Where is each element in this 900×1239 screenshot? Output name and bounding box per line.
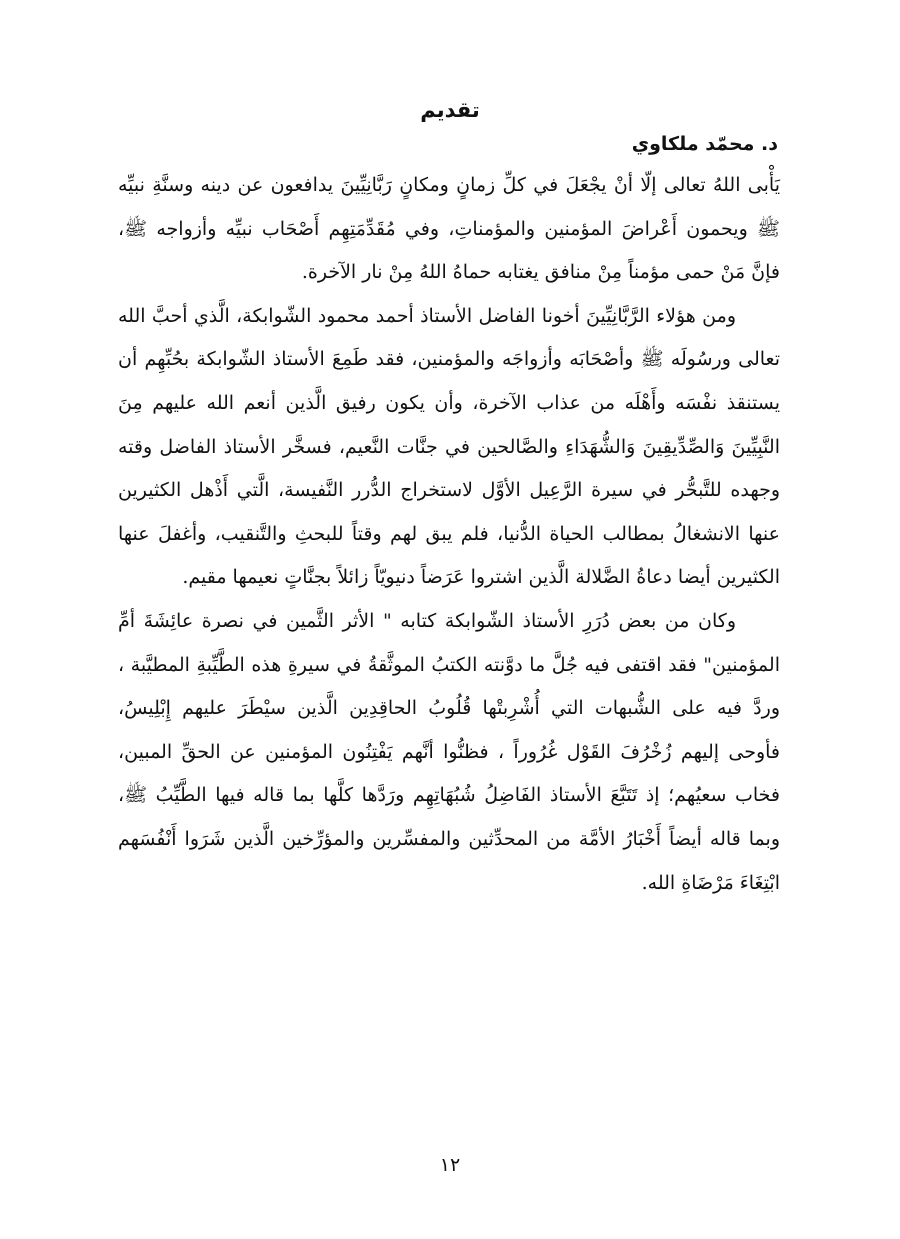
paragraph-1: يَأْبى اللهُ تعالى إلّا أنْ يجْعَلَ في كلِّ زمانٍ ومكانٍ رَبَّانِيِّينَ يدافعون عن دينه وسنَّةِ نبيِّه ﷺ ويحمون أَعْراضَ المؤمنين والمؤمناتِ، وفي مُقَدِّمَتِهِم أَصْحَاب نبيِّه وأزواجه ﷺ، فإنَّ مَنْ حمى مؤمناً مِنْ منافق يغتابه حماهُ اللهُ مِنْ نار الآخرة. bbox=[118, 174, 780, 284]
page-title: تقديم bbox=[420, 98, 480, 122]
paragraph-2: ومن هؤلاء الرَّبَّانِيِّينَ أخونا الفاضل الأستاذ أحمد محمود الشّوابكة، الَّذي أحبَّ الله تعالى ورسُولَه ﷺ وأصْحَابَه وأزواجَه والمؤمنين، فقد طَمِعَ الأستاذ الشّوابكة بحُبِّهِم أن يستنقذ نفْسَه وأَهْلَه من عذاب الآخرة، وأن يكون رفيق الَّذين أنعم الله عليهم مِنَ النَّبِيِّينَ وَالصِّدِّيقِينَ وَالشُّهَدَاءِ والصَّالحين في جنَّات النَّعيم، فسخَّر الأستاذ الفاضل وقته وجهده للتَّبحُّر في سيرة الرَّعِيل الأوَّل لاستخراج الدُّرر النَّفيسة، الَّتي أَذْهل الكثيرين عنها الانشغالُ بمطالب الحياة الدُّنيا، فلم يبق لهم وقتاً للبحثِ والتَّنقيب، وأغفلَ عنها الكثيرين أيضا دعاةُ الضَّلالة الَّذين اشتروا عَرَضاً دنيويّاً زائلاً بجنَّاتٍ نعيمها مقيم. bbox=[118, 304, 780, 589]
paragraph-3: وكان من بعض دُرَرِ الأستاذ الشّوابكة كتابه " الأثر الثَّمين في نصرة عائِشَةَ أمِّ المؤمنين" فقد اقتفى فيه جُلَّ ما دوَّنته الكتبُ الموثَّقةُ في سيرةِ هذه الطَّيِّبةِ المطيَّبة ، وردَّ فيه على الشُّبهات التي أُشْرِبتْها قُلُوبُ الحاقِدِين الَّذين سيْطَرَ عليهم إِبْلِيسُ، فأوحى إليهم زُخْرُفَ القَوْل غُرُوراً ، فظنُّوا أنَّهم يَفْتِنُون المؤمنين عن الحقِّ المبين، فخاب سعيُهم؛ إذ تَتَبَّعَ الأستاذ الفَاضِلُ شُبُهَاتِهِم ورَدَّها كلَّها بما قاله فيها الطَّيِّبُ ﷺ، وبما قاله أيضاً أَخْبَارُ الأمَّة من المحدِّثين والمفسِّرين والمؤرِّخين الَّذين شَرَوا أَنْفُسَهم ابْتِغَاءَ مَرْضَاةِ الله. bbox=[118, 609, 780, 894]
page-number: ١٢ bbox=[439, 1154, 461, 1176]
body-text bbox=[118, 164, 780, 905]
author-name: د. محمّد ملكاوي bbox=[631, 133, 778, 155]
